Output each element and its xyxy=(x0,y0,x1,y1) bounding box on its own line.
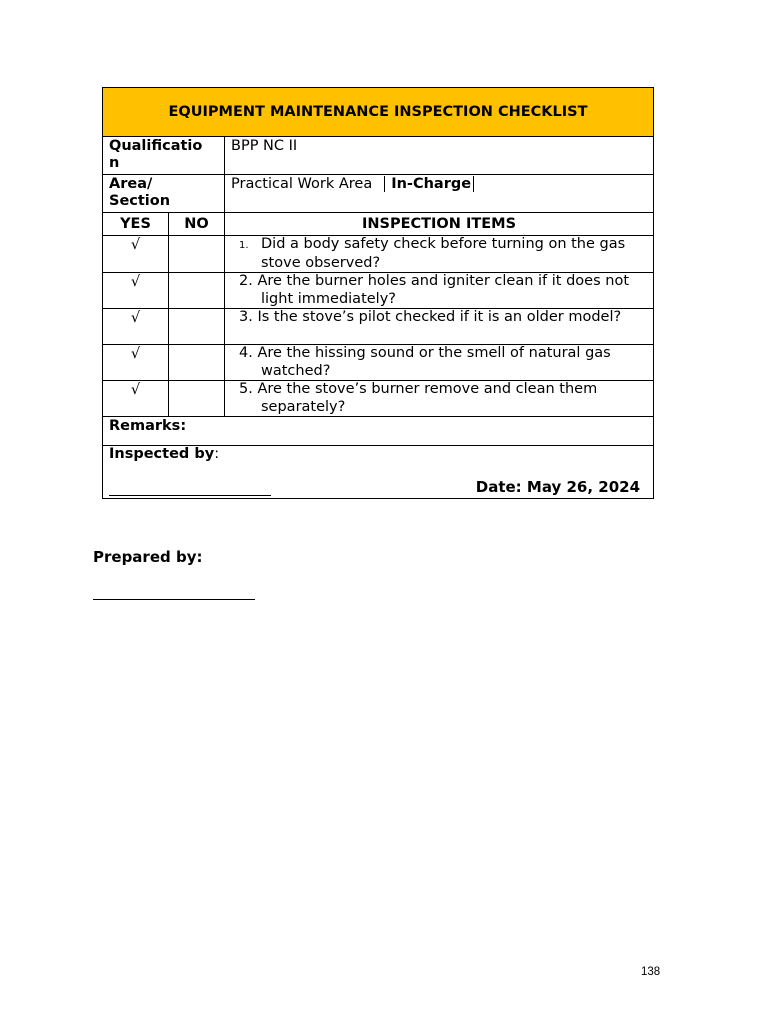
inspected-by-label: Inspected by xyxy=(109,446,215,462)
no-cell xyxy=(169,345,225,381)
item-text: Is the stove’s pilot checked if it is an older model? xyxy=(257,309,622,325)
checklist-title: EQUIPMENT MAINTENANCE INSPECTION CHECKLIST xyxy=(103,88,654,137)
no-cell xyxy=(169,236,225,273)
yes-checkmark: √ xyxy=(103,345,169,381)
table-row xyxy=(103,309,654,345)
area-value: Practical Work Area xyxy=(231,176,373,192)
inspection-item xyxy=(225,236,654,273)
item-text: Are the stove’s burner remove and clean them separately? xyxy=(257,381,598,415)
page-number: 138 xyxy=(641,966,661,978)
area-label-line2: Section xyxy=(109,193,171,209)
yes-checkmark: √ xyxy=(103,236,169,273)
item-text: Did a body safety check before turning on the gas stove observed? xyxy=(261,236,626,271)
qualification-label-line2: n xyxy=(109,155,120,171)
item-number: 3. xyxy=(239,309,253,325)
item-text: Are the hissing sound or the smell of natural gas watched? xyxy=(257,345,611,379)
inspection-date: Date: May 26, 2024 xyxy=(475,478,641,496)
inspection-checklist-table xyxy=(102,87,654,499)
no-cell xyxy=(169,309,225,345)
area-section-label xyxy=(103,175,225,213)
yes-column-header: YES xyxy=(103,213,169,236)
remarks-label: Remarks: xyxy=(103,417,654,446)
inspection-item xyxy=(225,345,654,381)
inspector-signature-line xyxy=(109,494,271,496)
table-row xyxy=(103,345,654,381)
item-number: 5. xyxy=(239,381,253,397)
qualification-label-line1: Qualificatio xyxy=(109,138,203,154)
inspection-items-header: INSPECTION ITEMS xyxy=(225,213,654,236)
inspected-by-colon: : xyxy=(214,446,220,462)
yes-checkmark: √ xyxy=(103,381,169,417)
yes-checkmark: √ xyxy=(103,309,169,345)
table-row xyxy=(103,381,654,417)
yes-checkmark: √ xyxy=(103,273,169,309)
qualification-value: BPP NC II xyxy=(225,137,654,175)
item-number: 2. xyxy=(239,273,253,289)
qualification-label xyxy=(103,137,225,175)
in-charge-label: In-Charge xyxy=(384,176,474,192)
item-number: 4. xyxy=(239,345,253,361)
area-value-cell xyxy=(225,175,654,213)
table-row xyxy=(103,236,654,273)
inspection-item xyxy=(225,273,654,309)
table-row xyxy=(103,273,654,309)
inspection-item xyxy=(225,381,654,417)
no-cell xyxy=(169,273,225,309)
area-label-line1: Area/ xyxy=(109,176,153,192)
item-number: 1. xyxy=(239,240,249,251)
inspected-by-section xyxy=(103,446,654,499)
no-column-header: NO xyxy=(169,213,225,236)
no-cell xyxy=(169,381,225,417)
preparer-signature-line xyxy=(93,599,255,600)
prepared-by-label: Prepared by: xyxy=(93,548,203,566)
inspection-item xyxy=(225,309,654,345)
item-text: Are the burner holes and igniter clean if it does not light immediately? xyxy=(257,273,630,307)
